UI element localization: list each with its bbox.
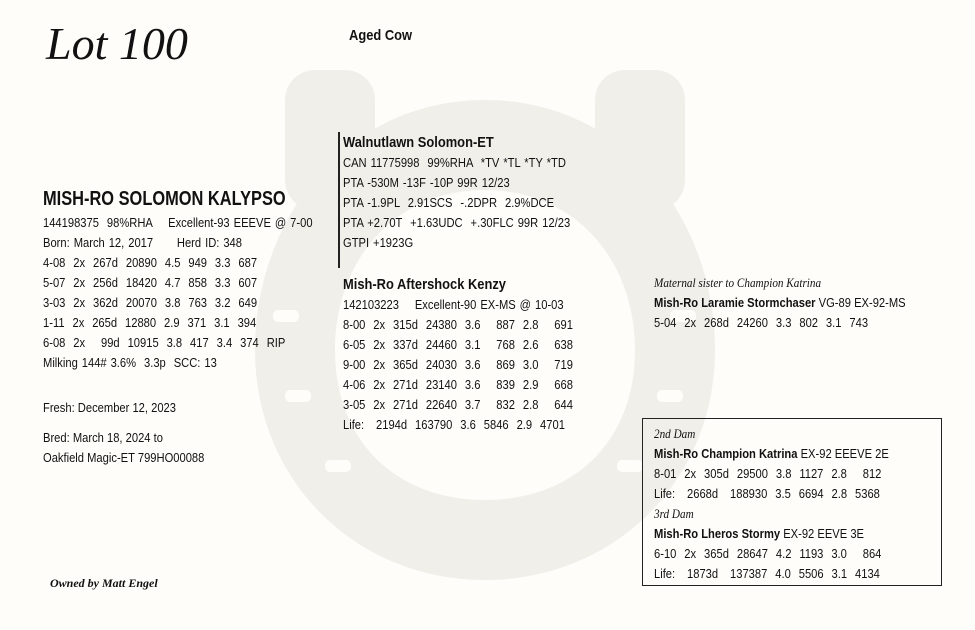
cow-record-row: 1-11 2x 265d 12880 2.9 371 3.1 394 <box>43 315 257 330</box>
cow-milking-line: Milking 144# 3.6% 3.3p SCC: 13 <box>43 355 217 370</box>
dam-line: 9-00 2x 365d 24030 3.6 869 3.0 719 <box>343 357 573 372</box>
second-dam-score: EX-92 EEEVE 2E <box>797 446 889 461</box>
sister-score: VG-89 EX-92-MS <box>815 295 906 310</box>
cow-id-line: 144198375 98%RHA Excellent-93 EEEVE @ 7-00 <box>43 215 313 230</box>
second-dam-label: 2nd Dam <box>654 426 696 441</box>
second-dam-record: 8-01 2x 305d 29500 3.8 1127 2.8 812 <box>654 466 882 481</box>
dam-line: 6-05 2x 337d 24460 3.1 768 2.6 638 <box>343 337 573 352</box>
class-label: Aged Cow <box>349 27 413 44</box>
cow-born-line: Born: March 12, 2017 Herd ID: 348 <box>43 235 242 250</box>
sire-block <box>343 132 570 253</box>
dam-line: 3-05 2x 271d 22640 3.7 832 2.8 644 <box>343 397 573 412</box>
third-dam-record: 6-10 2x 365d 28647 4.2 1193 3.0 864 <box>654 546 882 561</box>
third-dam-name: Mish-Ro Lheros Stormy <box>654 526 781 541</box>
sire-line: GTPI +1923G <box>343 235 414 250</box>
sister-block <box>654 273 906 333</box>
dam-block <box>343 274 573 435</box>
dam-line: 8-00 2x 315d 24380 3.6 887 2.8 691 <box>343 317 573 332</box>
lot-title: Lot 100 <box>46 18 188 69</box>
pedigree-divider <box>338 132 340 268</box>
cow-record-row: 5-07 2x 256d 18420 4.7 858 3.3 607 <box>43 275 258 290</box>
cow-name: MISH-RO SOLOMON KALYPSO <box>43 188 286 210</box>
sire-line: PTA -1.9PL 2.91SCS -.2DPR 2.9%DCE <box>343 195 555 210</box>
dam-line: 4-06 2x 271d 23140 3.6 839 2.9 668 <box>343 377 573 392</box>
granddam-box <box>642 418 942 586</box>
sire-line: CAN 11775998 99%RHA *TV *TL *TY *TD <box>343 155 566 170</box>
owner-line: Owned by Matt Engel <box>50 576 158 590</box>
third-dam-score: EX-92 EEVE 3E <box>780 526 865 541</box>
cow-record-row: 4-08 2x 267d 20890 4.5 949 3.3 687 <box>43 255 258 270</box>
second-dam-name: Mish-Ro Champion Katrina <box>654 446 798 461</box>
sire-line: PTA +2.70T +1.63UDC +.30FLC 99R 12/23 <box>343 215 571 230</box>
sire-line: PTA -530M -13F -10P 99R 12/23 <box>343 175 510 190</box>
sister-name: Mish-Ro Laramie Stormchaser <box>654 295 816 310</box>
cow-record-row: 6-08 2x 99d 10915 3.8 417 3.4 374 RIP <box>43 335 286 350</box>
sister-caption: Maternal sister to Champion Katrina <box>654 275 822 290</box>
sire-name: Walnutlawn Solomon-ET <box>343 134 494 151</box>
third-dam-lifetime: Life: 1873d 137387 4.0 5506 3.1 4134 <box>654 566 880 581</box>
dam-name: Mish-Ro Aftershock Kenzy <box>343 276 506 293</box>
bred-sire: Oakfield Magic-ET 799HO00088 <box>43 450 205 465</box>
cow-record-row: 3-03 2x 362d 20070 3.8 763 3.2 649 <box>43 295 258 310</box>
dam-lifetime-line: Life: 2194d 163790 3.6 5846 2.9 4701 <box>343 417 565 432</box>
bred-date: Bred: March 18, 2024 to <box>43 430 163 445</box>
sister-record: 5-04 2x 268d 24260 3.3 802 3.1 743 <box>654 315 869 330</box>
cow-record-block <box>43 213 313 468</box>
dam-line: 142103223 Excellent-90 EX-MS @ 10-03 <box>343 297 564 312</box>
third-dam-label: 3rd Dam <box>654 506 694 521</box>
second-dam-lifetime: Life: 2668d 188930 3.5 6694 2.8 5368 <box>654 486 880 501</box>
fresh-date: Fresh: December 12, 2023 <box>43 400 176 415</box>
